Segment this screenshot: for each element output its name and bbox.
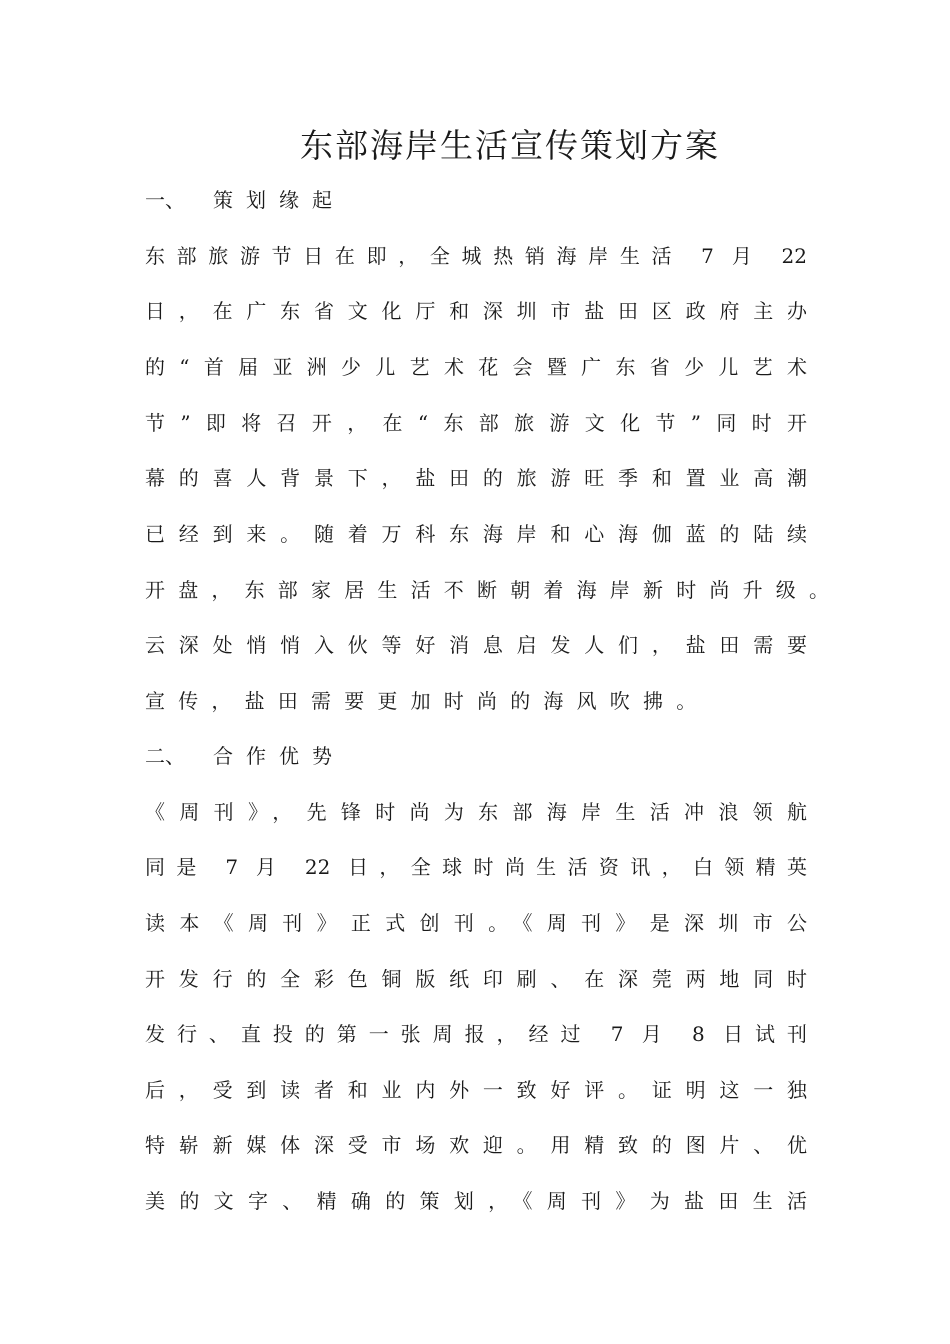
paragraph-line: 读本《周刊》正式创刊。《周刊》是深圳市公 (145, 911, 807, 935)
section-heading-1 (145, 186, 845, 214)
section-title-1: 策划缘起 (213, 188, 345, 212)
section-heading-2 (145, 742, 845, 770)
paragraph-line: 美的文字、精确的策划，《周刊》为盐田生活 (145, 1189, 807, 1213)
paragraph-line: 的“首届亚洲少儿艺术花会暨广东省少儿艺术 (145, 355, 807, 379)
paragraph-line: 开盘，东部家居生活不断朝着海岸新时尚升级。 (145, 578, 829, 602)
paragraph-line: 已经到来。随着万科东海岸和心海伽蓝的陆续 (145, 522, 807, 546)
section-number-2: 二、 (145, 744, 185, 768)
paragraph-line: 开发行的全彩色铜版纸印刷、在深莞两地同时 (145, 967, 807, 991)
paragraph-line: 东部旅游节日在即，全城热销海岸生活 7 月 22 (145, 244, 807, 268)
document-title: 东部海岸生活宣传策划方案 (300, 126, 720, 165)
section-number-1: 一、 (145, 188, 185, 212)
paragraph-line: 发行、直投的第一张周报，经过 7 月 8 日试刊 (145, 1022, 807, 1046)
paragraph-line: 云深处悄悄入伙等好消息启发人们，盐田需要 (145, 633, 807, 657)
paragraph-line: 日，在广东省文化厅和深圳市盐田区政府主办 (145, 299, 807, 323)
paragraph-line: 节”即将召开，在“东部旅游文化节”同时开 (145, 411, 807, 435)
paragraph-line: 《周刊》，先锋时尚为东部海岸生活冲浪领航 (145, 800, 807, 824)
section-title-2: 合作优势 (213, 744, 345, 768)
paragraph-line: 特崭新媒体深受市场欢迎。用精致的图片、优 (145, 1133, 807, 1157)
paragraph-line: 同是 7 月 22 日，全球时尚生活资讯，白领精英 (145, 855, 807, 879)
paragraph-line: 后，受到读者和业内外一致好评。证明这一独 (145, 1078, 807, 1102)
paragraph-line: 幕的喜人背景下，盐田的旅游旺季和置业高潮 (145, 466, 807, 490)
paragraph-line: 宣传，盐田需要更加时尚的海风吹拂。 (145, 689, 710, 713)
